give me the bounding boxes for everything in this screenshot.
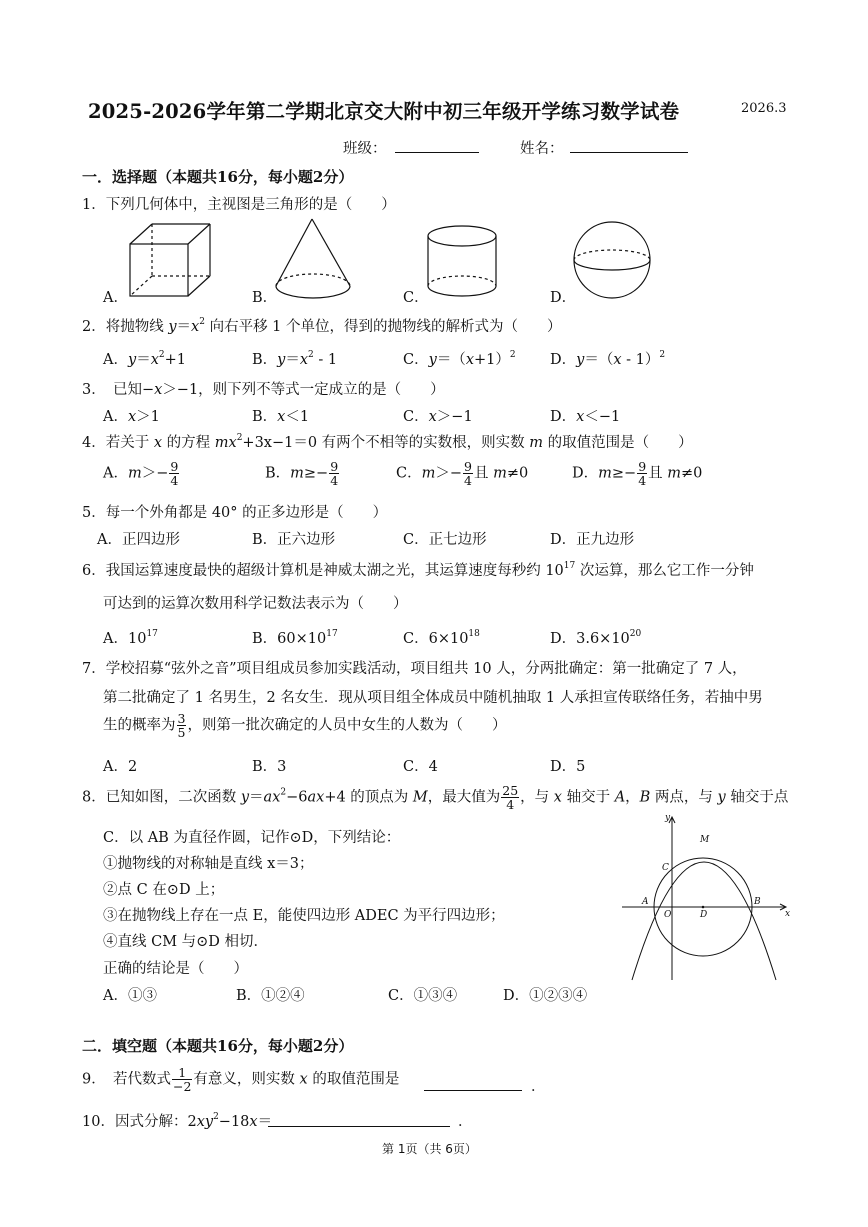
q7-option-b[interactable]: B．3 [252, 759, 287, 775]
section2-heading: 二．填空题（本题共16分，每小题2分） [82, 1037, 354, 1055]
q8-option-a[interactable]: A．①③ [103, 988, 157, 1004]
q4-option-c[interactable]: C．m＞− $\frac{9}{4}$ 且 m≠0 [396, 459, 529, 488]
q5-option-c[interactable]: C．正七边形 [403, 532, 487, 548]
q8-prompt: 正确的结论是（ ） [103, 961, 248, 977]
q6-option-b[interactable]: B．$60\times 10^{17}$ [252, 629, 338, 647]
parabola-circle-figure [620, 812, 800, 987]
label-x: x [785, 909, 791, 919]
q1-option-a[interactable]: A． [103, 290, 128, 306]
q5-option-a[interactable]: A．正四边形 [97, 532, 180, 548]
q8-conclusion-4: ④直线 CM 与⊙D 相切． [103, 934, 269, 950]
q6-option-a[interactable]: A．$10^{17}$ [103, 629, 158, 647]
q4-option-d[interactable]: D．m≥− $\frac{9}{4}$ 且 m≠0 [572, 459, 703, 488]
q6-stem-line2: 可达到的运算次数用科学记数法表示为（ ） [103, 596, 408, 612]
q2-option-c[interactable]: C．$y=(x+1)^2$ [403, 350, 516, 368]
q1-option-d[interactable]: D． [550, 290, 577, 306]
q3-option-a[interactable]: A．x＞1 [103, 409, 160, 425]
q2-option-b[interactable]: B．$y=x^2 - 1$ [252, 350, 338, 368]
q7-stem-line2: 第二批确定了 1 名男生，2 名女生．现从项目组全体成员中随机抽取 1 人承担宣传联络任务，若抽中男 [103, 690, 763, 706]
q8-stem-line1: 8．已知如图，二次函数 $y=ax^2-6ax+4$ 的顶点为 M，最大值为 $\frac{25}{4}$ ，与 x 轴交于 A，B 两点，与 y 轴交于点 [82, 783, 789, 812]
q6-stem: 6．我国运算速度最快的超级计算机是神威太湖之光，其运算速度每秒约 $10^{17}$ 次运算，那么它工作一分钟 [82, 561, 754, 579]
page-number: 第 1页（共 6页） [382, 1142, 477, 1156]
q2-option-d[interactable]: D．y＝（x - 1）$^2$ [550, 350, 666, 368]
q10-end: ． [458, 1114, 473, 1130]
q7-option-a[interactable]: A．2 [103, 759, 138, 775]
q9-end: ． [531, 1079, 546, 1095]
q8-conclusion-2: ②点 C 在⊙D 上； [103, 882, 225, 898]
q5-stem: 5．每一个外角都是 40° 的正多边形是（ ） [82, 505, 388, 521]
q2-option-a[interactable]: A．$y=x^2+1$ [103, 350, 186, 368]
name-blank[interactable] [570, 138, 688, 153]
q3-stem: 3． 已知−x＞−1，则下列不等式一定成立的是（ ） [82, 382, 445, 398]
label-a: A [642, 897, 649, 907]
cylinder-figure [425, 224, 505, 304]
label-d: D [700, 910, 708, 920]
q10-answer-blank[interactable] [268, 1112, 450, 1127]
q8-conclusion-3: ③在抛物线上存在一点 E，能使四边形 ADEC 为平行四边形； [103, 908, 505, 924]
q9-answer-blank[interactable] [424, 1076, 522, 1091]
q4-stem: 4．若关于 x 的方程 $mx^2+3x-1=0$ 有两个不相等的实数根，则实数 m 的取值范围是（ ） [82, 433, 693, 451]
section1-heading: 一．选择题（本题共16分，每小题2分） [82, 168, 354, 186]
q8-stem-line2: C．以 AB 为直径作圆，记作⊙D，下列结论： [103, 830, 401, 846]
class-blank[interactable] [395, 138, 479, 153]
q3-option-c[interactable]: C．x＞−1 [403, 409, 473, 425]
class-label: 班级： [343, 141, 387, 157]
exam-date: 2026.3 [741, 101, 787, 116]
q9-stem: 9． 若代数式 $\frac{1}{-2}$ 有意义，则实数 x 的取值范围是 [82, 1065, 400, 1094]
name-label: 姓名： [520, 141, 564, 157]
q7-option-c[interactable]: C．4 [403, 759, 438, 775]
label-o: O [664, 910, 672, 920]
q8-option-b[interactable]: B．①②④ [236, 988, 305, 1004]
q10-stem: 10．因式分解：$2xy^2-18x=$ [82, 1112, 273, 1130]
q7-stem-line1: 7．学校招募“弦外之音”项目组成员参加实践活动，项目组共 10 人，分两批确定：第一批确定了 7 人， [82, 661, 747, 677]
label-y: y [665, 813, 671, 823]
cone-figure [270, 214, 365, 304]
q5-option-b[interactable]: B．正六边形 [252, 532, 336, 548]
q4-option-b[interactable]: B．m≥− $\frac{9}{4}$ [265, 459, 339, 488]
q2-stem: 2．将抛物线 $y=x^2$ 向右平移 1 个单位，得到的抛物线的解析式为（ ） [82, 317, 562, 335]
q1-option-b[interactable]: B． [252, 290, 278, 306]
q7-option-d[interactable]: D．5 [550, 759, 586, 775]
q6-option-d[interactable]: D．$3.6\times 10^{20}$ [550, 629, 642, 647]
q8-conclusion-1: ①抛物线的对称轴是直线 x＝3； [103, 856, 314, 872]
q4-option-a[interactable]: A．m＞− $\frac{9}{4}$ [103, 459, 179, 488]
label-m: M [700, 835, 710, 845]
q3-option-b[interactable]: B．x＜1 [252, 409, 310, 425]
label-c: C [662, 863, 669, 873]
page-title: 2025-2026学年第二学期北京交大附中初三年级开学练习数学试卷 [88, 100, 680, 123]
q7-stem-line3: 生的概率为 $\frac{3}{5}$ ，则第一批次确定的人员中女生的人数为（ ） [103, 711, 507, 740]
label-b: B [754, 897, 761, 907]
center-d-point [702, 906, 705, 909]
q3-option-d[interactable]: D．x＜−1 [550, 409, 621, 425]
sphere-figure [570, 218, 655, 303]
q1-option-c[interactable]: C． [403, 290, 429, 306]
q8-option-d[interactable]: D．①②③④ [503, 988, 588, 1004]
q8-option-c[interactable]: C．①③④ [388, 988, 458, 1004]
q5-option-d[interactable]: D．正九边形 [550, 532, 635, 548]
q1-stem: 1．下列几何体中，主视图是三角形的是（ ） [82, 197, 396, 213]
parabola [632, 862, 776, 980]
q6-option-c[interactable]: C．$6\times 10^{18}$ [403, 629, 480, 647]
